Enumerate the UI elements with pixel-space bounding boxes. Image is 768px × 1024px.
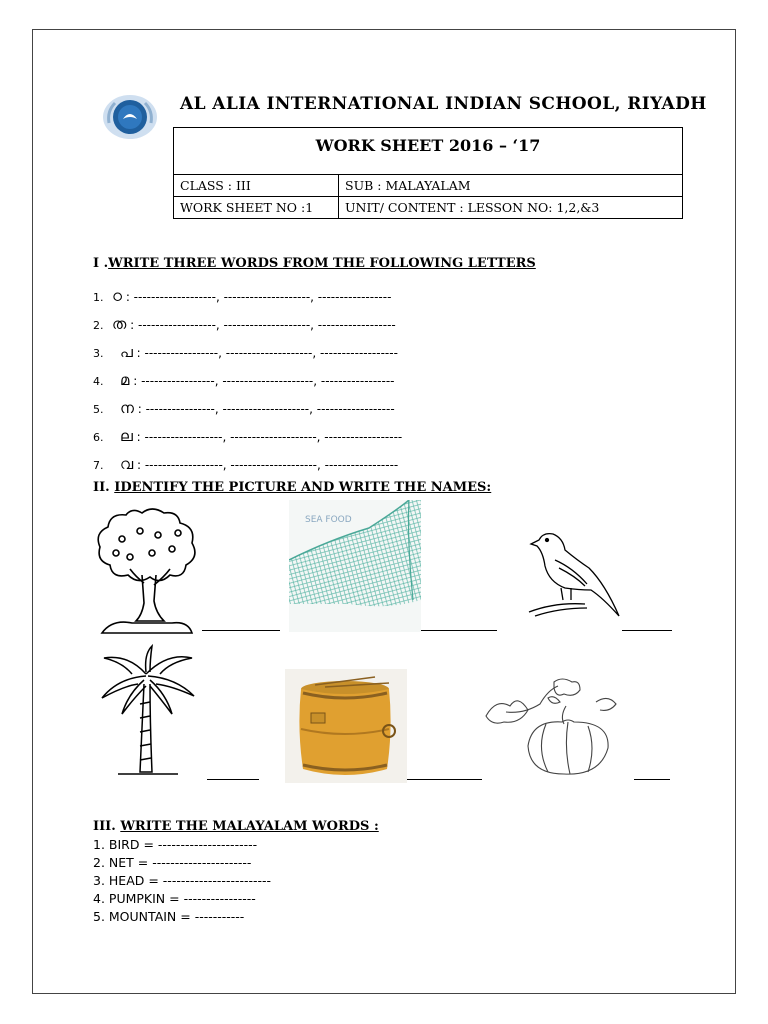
list-item: 4. PUMPKIN = ---------------- [93,891,256,906]
section3-heading [93,819,379,834]
list-item [93,315,396,333]
fishing-net-picture [289,500,421,632]
malayalam-letter: ന [120,399,134,417]
worksheet-no-cell: WORK SHEET NO :1 [174,197,339,219]
list-item: 2. NET = ---------------------- [93,855,252,870]
section1-number: I . [93,256,109,271]
subject-cell: SUB : MALAYALAM [339,175,683,197]
answer-line[interactable] [207,779,259,780]
tree-picture [92,503,202,638]
item-number: 1. [93,291,104,304]
worksheet-title: WORK SHEET 2016 – ‘17 [174,128,683,175]
malayalam-letter: വ [120,455,134,473]
item-number: 7. [93,459,104,472]
answer-blanks: : ------------------, --------------------, ----------------- [133,458,399,472]
answer-blanks: : -----------------, ---------------------, ----------------- [129,374,395,388]
coconut-tree-picture [98,644,196,780]
list-item: 1. BIRD = ---------------------- [93,837,258,852]
section1-title: WRITE THREE WORDS FROM THE FOLLOWING LETTERS [108,256,536,271]
answer-line[interactable] [622,630,672,631]
malayalam-letter: ഠ [112,287,122,305]
answer-line[interactable] [634,779,670,780]
answer-line[interactable] [202,630,280,631]
item-number: 6. [93,431,104,444]
list-item [93,287,391,305]
unit-cell: UNIT/ CONTENT : LESSON NO: 1,2,&3 [339,197,683,219]
net-watermark: SEA FOOD [305,515,352,525]
item-number: 4. [93,375,104,388]
section1-heading [93,256,536,271]
item-number: 2. [93,319,104,332]
section3-number: III. [93,819,116,834]
list-item [93,455,398,473]
answer-blanks: : -----------------, --------------------, ------------------ [132,346,398,360]
section2-title: IDENTIFY THE PICTURE AND WRITE THE NAMES: [114,480,492,495]
section2-heading [93,480,491,495]
list-item [93,343,398,361]
malayalam-letter: പ [120,343,133,361]
answer-blanks: : -------------------, --------------------, ----------------- [122,290,392,304]
list-item [93,399,395,417]
section2-number: II. [93,480,110,495]
malayalam-letter: ത [112,315,127,333]
school-logo [101,93,159,141]
list-item [93,371,395,389]
item-number: 3. [93,347,104,360]
list-item [93,427,402,445]
malayalam-letter: മ [120,371,130,389]
list-item: 5. MOUNTAIN = ----------- [93,909,245,924]
pumpkin-picture [484,676,632,780]
item-number: 5. [93,403,104,416]
class-cell: CLASS : III [174,175,339,197]
answer-line[interactable] [421,630,497,631]
worksheet-info-table [173,127,683,219]
answer-blanks: : ------------------, --------------------, ------------------ [132,430,403,444]
answer-blanks: : ------------------, --------------------, ------------------ [126,318,396,332]
malayalam-letter: ല [120,427,133,445]
bird-picture [525,524,623,624]
answer-blanks: : ----------------, --------------------, ------------------ [133,402,395,416]
answer-line[interactable] [407,779,482,780]
list-item: 3. HEAD = ------------------------ [93,873,272,888]
section3-title: WRITE THE MALAYALAM WORDS : [120,819,379,834]
school-name: AL ALIA INTERNATIONAL INDIAN SCHOOL, RIYADH [180,94,707,114]
drum-picture [285,669,407,783]
